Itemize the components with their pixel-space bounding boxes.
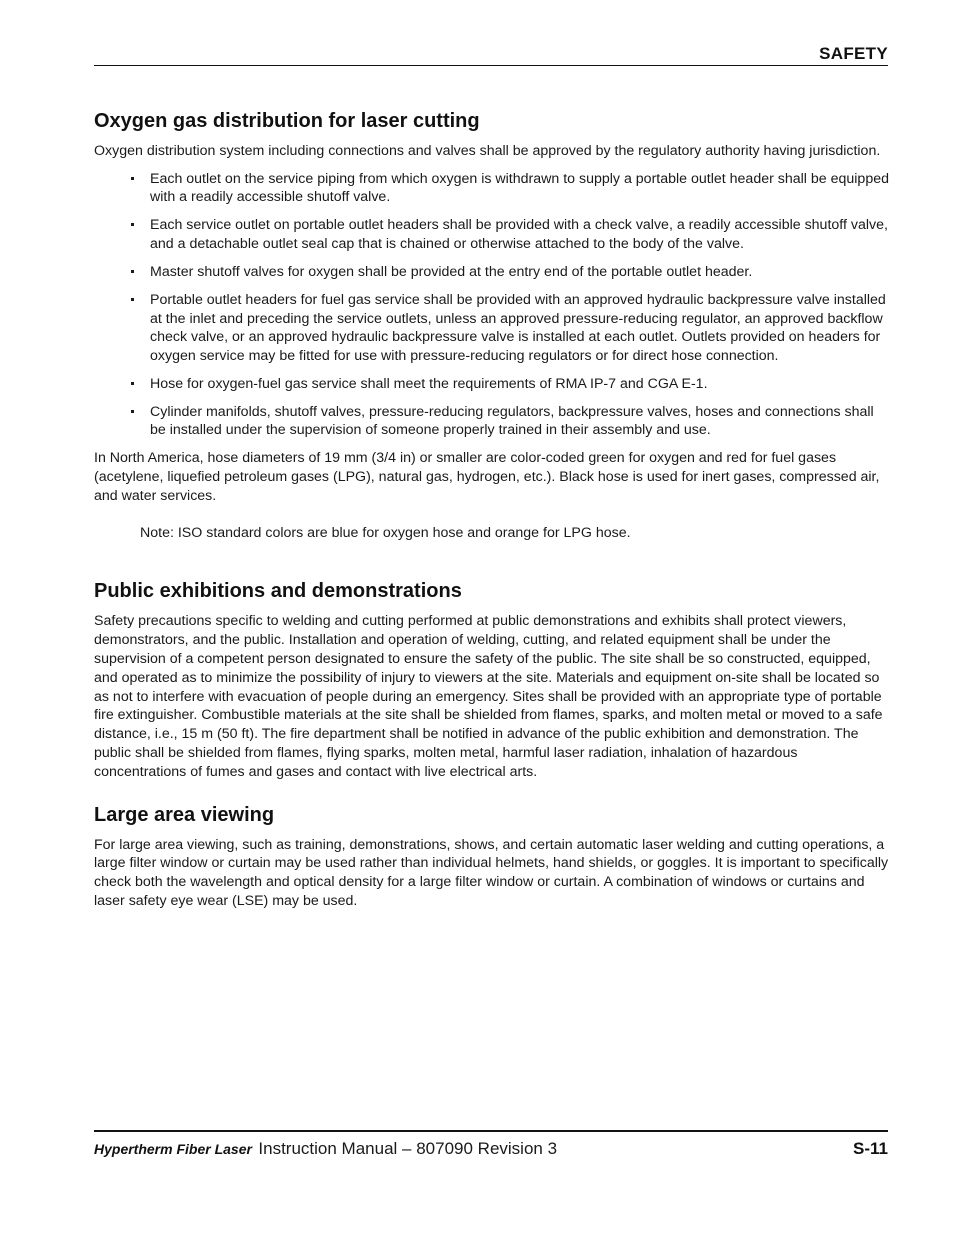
page-content [94, 108, 890, 911]
section-heading: Oxygen gas distribution for laser cutting [94, 110, 480, 132]
header-rule [94, 65, 888, 66]
page-header-label: SAFETY [819, 44, 888, 63]
section-intro: Oxygen distribution system including connections and valves shall be approved by the regulatory authority having jurisdiction. [94, 143, 881, 159]
section-paragraph: For large area viewing, such as training, demonstrations, shows, and certain automatic laser welding and cutting operations, a large filter window or curtain may be used rather than individual helmets, hand shields, or goggles. It is important to specifically check both the wavelength and optical density for a large filter window or curtain. A combination of windows or curtains and laser safety eye wear (LSE) may be used. [94, 836, 889, 910]
page-number: S-11 [853, 1139, 888, 1158]
list-item: Hose for oxygen-fuel gas service shall meet the requirements of RMA IP-7 and CGA E-1. [150, 375, 890, 394]
section-public-exhibitions [94, 578, 890, 781]
section-heading: Large area viewing [94, 803, 275, 826]
list-item: Cylinder manifolds, shutoff valves, pressure-reducing regulators, backpressure valves, hoses and connections shall be installed under the supervision of someone properly trained in their assembly and use. [150, 403, 890, 440]
list-item: Portable outlet headers for fuel gas service shall be provided with an approved hydraulic backpressure valve installed at the inlet and preceding the service outlets, unless an approved pressure-reducing regulator, an approved backflow check valve, or an approved hydraulic backpressure valve is installed at each outlet. Outlets provided on headers for oxygen service may be fitted for use with pressure-reducing regulators or for direct hose connection. [150, 291, 890, 365]
section-large-area-viewing [94, 802, 890, 911]
footer-manual-text: Instruction Manual – 807090 Revision 3 [258, 1139, 558, 1158]
footer-brand: Hypertherm Fiber Laser [94, 1141, 252, 1157]
section-paragraph: In North America, hose diameters of 19 mm (3/4 in) or smaller are color-coded green for oxygen and red for fuel gases (acetylene, liquefied petroleum gases (LPG), natural gas, hydrogen, etc.). Black hose is used for inert gases, compressed air, and water services. [94, 450, 880, 504]
list-item: Each outlet on the service piping from which oxygen is withdrawn to supply a portable outlet header shall be equipped with a readily accessible shutoff valve. [150, 170, 889, 206]
page-footer [94, 1139, 888, 1161]
section-paragraph: Safety precautions specific to welding and cutting performed at public demonstrations and exhibits shall protect viewers, demonstrators, and the public. Installation and operation of welding, cutting, and related equipment shall be under the supervision of a competent person designated to ensure the safety of the public. The site shall be so constructed, equipped, and operated as to minimize the possibility of injury to viewers at the site. Materials and equipment on-site shall be located so as not to interfere with evacuation of people during an emergency. Sites shall be provided with an appropriate type of portable fire extinguisher. Combustible materials at the site shall be shielded from flames, sparks, and molten metal or moved to a safe distance, i.e., 15 m (50 ft). The fire department shall be notified in advance of the public exhibition and demonstration. The public shall be shielded from flames, flying sparks, molten metal, harmful laser radiation, inhalation of hazardous concentrations of fumes and gases and contact with live electrical arts. [94, 613, 883, 780]
list-item: Each service outlet on portable outlet headers shall be provided with a check valve, a readily accessible shutoff valve, and a detachable outlet seal cap that is chained or otherwise attached to the body of the valve. [150, 216, 890, 253]
bullet-list [94, 170, 890, 440]
section-heading: Public exhibitions and demonstrations [94, 580, 462, 603]
section-oxygen-distribution [94, 108, 890, 542]
note: Note: ISO standard colors are blue for oxygen hose and orange for LPG hose. [140, 524, 631, 541]
list-item: Master shutoff valves for oxygen shall be provided at the entry end of the portable outlet header. [150, 263, 890, 282]
footer-rule [94, 1130, 888, 1132]
